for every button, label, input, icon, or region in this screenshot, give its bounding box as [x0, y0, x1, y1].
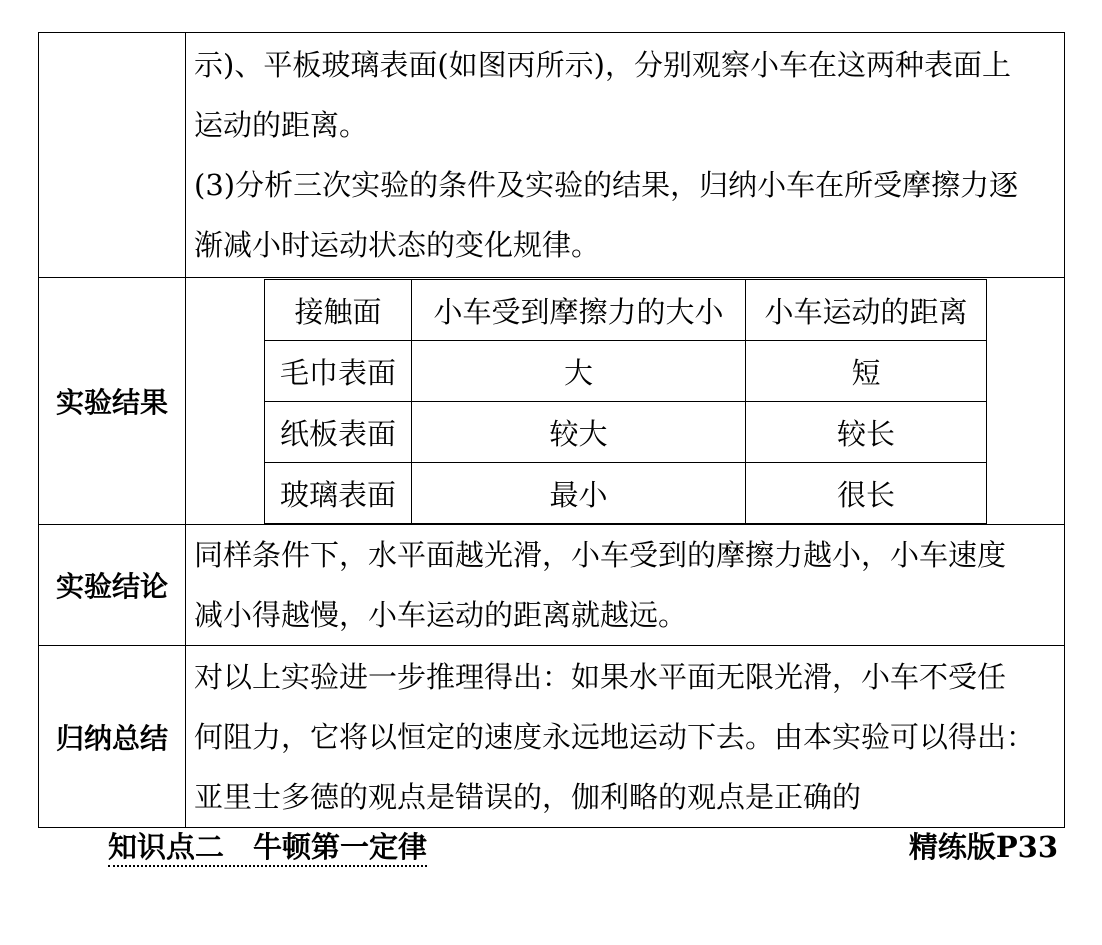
table-row — [265, 341, 987, 402]
conclusion-line: 同样条件下，水平面越光滑，小车受到的摩擦力越小，小车速度 — [194, 538, 1007, 572]
table-cell: 较长 — [746, 402, 987, 463]
table-cell: 短 — [746, 341, 987, 402]
experiment-table — [38, 32, 1065, 828]
table-cell: 较大 — [412, 402, 746, 463]
table-row — [265, 463, 987, 524]
result-table-header — [265, 280, 987, 341]
result-row — [39, 278, 1065, 525]
table-cell: 大 — [412, 341, 746, 402]
table-cell: 玻璃表面 — [265, 463, 412, 524]
table-cell: 毛巾表面 — [265, 341, 412, 402]
header-cell: 小车受到摩擦力的大小 — [412, 280, 746, 341]
summary-row — [39, 646, 1065, 828]
summary-label: 归纳总结 — [39, 646, 186, 828]
table-cell: 纸板表面 — [265, 402, 412, 463]
summary-content — [186, 646, 1065, 828]
table-cell: 很长 — [746, 463, 987, 524]
section-title: 知识点二 牛顿第一定律 — [108, 830, 427, 867]
summary-line: 亚里士多德的观点是错误的，伽利略的观点是正确的 — [194, 779, 862, 814]
procedure-line: (3)分析三次实验的条件及实验的结果，归纳小车在所受摩擦力逐 — [194, 168, 1019, 202]
summary-line: 何阻力，它将以恒定的速度永远地运动下去。由本实验可以得出： — [194, 719, 1036, 754]
conclusion-line: 减小得越慢，小车运动的距离就越远。 — [194, 598, 688, 632]
procedure-row — [39, 33, 1065, 278]
conclusion-content — [186, 525, 1065, 646]
procedure-line: 渐减小时运动状态的变化规律。 — [194, 228, 601, 262]
conclusion-label: 实验结论 — [39, 525, 186, 646]
table-cell: 最小 — [412, 463, 746, 524]
header-cell: 接触面 — [265, 280, 412, 341]
summary-line: 对以上实验进一步推理得出：如果水平面无限光滑，小车不受任 — [194, 659, 1007, 694]
procedure-line: 运动的距离。 — [194, 108, 369, 142]
procedure-label — [39, 33, 186, 278]
procedure-line: 示)、平板玻璃表面(如图丙所示)，分别观察小车在这两种表面上 — [194, 48, 1011, 82]
result-content — [186, 278, 1065, 525]
table-row — [265, 402, 987, 463]
procedure-content — [186, 33, 1065, 278]
result-table — [264, 279, 987, 524]
conclusion-row — [39, 525, 1065, 646]
header-cell: 小车运动的距离 — [746, 280, 987, 341]
page-reference: 精练版P33 — [908, 830, 1058, 864]
result-label: 实验结果 — [39, 278, 186, 525]
